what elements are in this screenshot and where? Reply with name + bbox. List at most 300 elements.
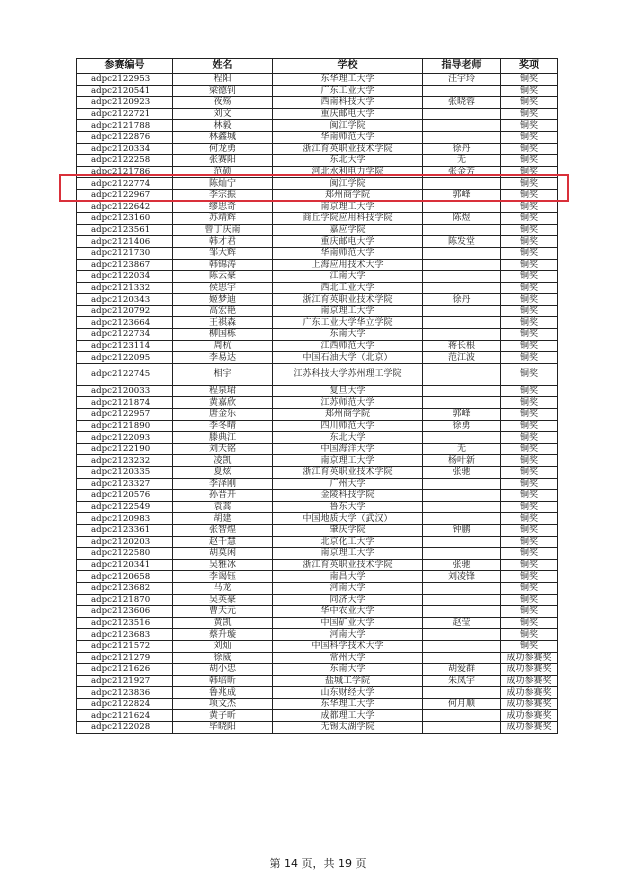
name-cell: 曹天元 [173, 606, 273, 618]
school-cell: 河南大学 [273, 629, 423, 641]
entry-id-cell: adpc2121788 [77, 120, 173, 132]
entry-id-cell: adpc2123561 [77, 224, 173, 236]
name-cell: 赵千慧 [173, 536, 273, 548]
table-row [77, 282, 558, 294]
award-cell: 铜奖 [501, 467, 558, 479]
entry-id-cell: adpc2122967 [77, 189, 173, 201]
award-cell: 铜奖 [501, 120, 558, 132]
table-row [77, 329, 558, 341]
name-cell: 袁蒿 [173, 501, 273, 513]
entry-id-cell: adpc2122745 [77, 363, 173, 385]
entry-id-cell: adpc2122093 [77, 432, 173, 444]
name-cell: 邹大辉 [173, 247, 273, 259]
award-cell: 成功参赛奖 [501, 722, 558, 734]
advisor-cell [423, 282, 501, 294]
school-cell: 中国科学技术大学 [273, 640, 423, 652]
school-cell: 浙江育英职业技术学院 [273, 294, 423, 306]
school-cell: 东华理工大学 [273, 74, 423, 86]
advisor-cell [423, 629, 501, 641]
name-cell: 梁德钊 [173, 85, 273, 97]
advisor-cell: 何月顺 [423, 698, 501, 710]
name-cell: 李谒钰 [173, 571, 273, 583]
name-cell: 何龙勇 [173, 143, 273, 155]
entry-id-cell: adpc2123664 [77, 317, 173, 329]
school-cell: 广东工业大学华立学院 [273, 317, 423, 329]
advisor-cell [423, 501, 501, 513]
advisor-cell [423, 271, 501, 283]
school-cell: 华南师范大学 [273, 131, 423, 143]
table-row [77, 582, 558, 594]
advisor-cell: 无 [423, 155, 501, 167]
name-cell: 黄凯 [173, 617, 273, 629]
award-cell: 成功参赛奖 [501, 698, 558, 710]
table-row [77, 385, 558, 397]
entry-id-cell: adpc2121927 [77, 675, 173, 687]
name-cell: 刘天铭 [173, 443, 273, 455]
entry-id-cell: adpc2122642 [77, 201, 173, 213]
advisor-cell [423, 363, 501, 385]
name-cell: 马龙 [173, 582, 273, 594]
advisor-cell: 张金芳 [423, 166, 501, 178]
table-row [77, 352, 558, 364]
advisor-cell: 钟鹏 [423, 524, 501, 536]
award-cell: 铜奖 [501, 224, 558, 236]
table-row [77, 664, 558, 676]
entry-id-cell: adpc2123867 [77, 259, 173, 271]
name-cell: 李易达 [173, 352, 273, 364]
school-cell: 南京理工大学 [273, 455, 423, 467]
award-cell: 铜奖 [501, 629, 558, 641]
award-cell: 铜奖 [501, 432, 558, 444]
name-cell: 项文杰 [173, 698, 273, 710]
advisor-cell: 陈发堂 [423, 236, 501, 248]
advisor-cell: 徐勇 [423, 420, 501, 432]
school-cell: 郑州商学院 [273, 409, 423, 421]
award-table [76, 58, 558, 734]
school-cell: 广州大学 [273, 478, 423, 490]
school-cell: 江苏师范大学 [273, 397, 423, 409]
name-cell: 相宇 [173, 363, 273, 385]
entry-id-cell: adpc2121572 [77, 640, 173, 652]
entry-id-cell: adpc2122957 [77, 409, 173, 421]
school-cell: 华中农业大学 [273, 606, 423, 618]
entry-id-cell: adpc2120983 [77, 513, 173, 525]
award-cell: 铜奖 [501, 108, 558, 120]
name-cell: 张智煌 [173, 524, 273, 536]
advisor-cell [423, 490, 501, 502]
entry-id-cell: adpc2122190 [77, 443, 173, 455]
table-row [77, 294, 558, 306]
school-cell: 中国石油大学（北京） [273, 352, 423, 364]
award-cell: 铜奖 [501, 166, 558, 178]
name-cell: 高宏艳 [173, 305, 273, 317]
advisor-cell [423, 594, 501, 606]
table-row [77, 74, 558, 86]
header-entry-id: 参赛编号 [77, 59, 173, 74]
table-row [77, 640, 558, 652]
table-row [77, 201, 558, 213]
award-cell: 铜奖 [501, 478, 558, 490]
table-row [77, 513, 558, 525]
table-row [77, 536, 558, 548]
advisor-cell [423, 640, 501, 652]
award-cell: 成功参赛奖 [501, 687, 558, 699]
advisor-cell [423, 397, 501, 409]
table-row [77, 85, 558, 97]
award-cell: 铜奖 [501, 340, 558, 352]
name-cell: 林毅 [173, 120, 273, 132]
table-row [77, 120, 558, 132]
award-cell: 铜奖 [501, 571, 558, 583]
table-row [77, 490, 558, 502]
table-row [77, 131, 558, 143]
school-cell: 南京理工大学 [273, 305, 423, 317]
entry-id-cell: adpc2121626 [77, 664, 173, 676]
entry-id-cell: adpc2121874 [77, 397, 173, 409]
advisor-cell [423, 548, 501, 560]
award-cell: 铜奖 [501, 155, 558, 167]
award-cell: 铜奖 [501, 513, 558, 525]
school-cell: 中国矿业大学 [273, 617, 423, 629]
name-cell: 柳国栋 [173, 329, 273, 341]
award-cell: 铜奖 [501, 559, 558, 571]
entry-id-cell: adpc2123683 [77, 629, 173, 641]
table-row [77, 467, 558, 479]
award-cell: 铜奖 [501, 409, 558, 421]
entry-id-cell: adpc2120576 [77, 490, 173, 502]
award-cell: 铜奖 [501, 97, 558, 109]
advisor-cell [423, 108, 501, 120]
entry-id-cell: adpc2120343 [77, 294, 173, 306]
school-cell: 华南师范大学 [273, 247, 423, 259]
name-cell: 陈云豪 [173, 271, 273, 283]
table-row [77, 166, 558, 178]
table-row [77, 698, 558, 710]
name-cell: 姬梦迪 [173, 294, 273, 306]
name-cell: 徐威 [173, 652, 273, 664]
school-cell: 复旦大学 [273, 385, 423, 397]
name-cell: 缪思奇 [173, 201, 273, 213]
table-row [77, 617, 558, 629]
advisor-cell [423, 606, 501, 618]
name-cell: 韩锦涛 [173, 259, 273, 271]
table-row [77, 559, 558, 571]
school-cell: 常州大学 [273, 652, 423, 664]
award-cell: 铜奖 [501, 329, 558, 341]
name-cell: 黄子昕 [173, 710, 273, 722]
entry-id-cell: adpc2123232 [77, 455, 173, 467]
award-cell: 成功参赛奖 [501, 652, 558, 664]
school-cell: 广东工业大学 [273, 85, 423, 97]
award-list-sheet [76, 58, 557, 734]
entry-id-cell: adpc2122095 [77, 352, 173, 364]
name-cell: 侯思宇 [173, 282, 273, 294]
advisor-cell [423, 478, 501, 490]
award-cell: 成功参赛奖 [501, 710, 558, 722]
table-row [77, 363, 558, 385]
entry-id-cell: adpc2122028 [77, 722, 173, 734]
award-cell: 铜奖 [501, 282, 558, 294]
advisor-cell [423, 259, 501, 271]
advisor-cell: 张晓蓉 [423, 97, 501, 109]
table-row [77, 397, 558, 409]
entry-id-cell: adpc2122580 [77, 548, 173, 560]
table-row [77, 571, 558, 583]
advisor-cell [423, 687, 501, 699]
table-row [77, 259, 558, 271]
table-row [77, 524, 558, 536]
advisor-cell [423, 432, 501, 444]
entry-id-cell: adpc2122721 [77, 108, 173, 120]
advisor-cell [423, 224, 501, 236]
award-cell: 铜奖 [501, 443, 558, 455]
table-row [77, 305, 558, 317]
name-cell: 夜殇 [173, 97, 273, 109]
entry-id-cell: adpc2121890 [77, 420, 173, 432]
entry-id-cell: adpc2120033 [77, 385, 173, 397]
school-cell: 重庆邮电大学 [273, 108, 423, 120]
award-cell: 铜奖 [501, 74, 558, 86]
entry-id-cell: adpc2120923 [77, 97, 173, 109]
table-body [77, 74, 558, 734]
entry-id-cell: adpc2120335 [77, 467, 173, 479]
table-row [77, 675, 558, 687]
award-cell: 铜奖 [501, 524, 558, 536]
award-cell: 铜奖 [501, 606, 558, 618]
name-cell: 范硕 [173, 166, 273, 178]
school-cell: 闽江学院 [273, 120, 423, 132]
award-cell: 铜奖 [501, 305, 558, 317]
award-cell: 铜奖 [501, 213, 558, 225]
award-cell: 铜奖 [501, 455, 558, 467]
school-cell: 东北大学 [273, 432, 423, 444]
school-cell: 河北水利电力学院 [273, 166, 423, 178]
award-cell: 铜奖 [501, 594, 558, 606]
school-cell: 重庆邮电大学 [273, 236, 423, 248]
name-cell: 唐金乐 [173, 409, 273, 421]
school-cell: 嘉应学院 [273, 224, 423, 236]
table-row [77, 722, 558, 734]
school-cell: 东南大学 [273, 329, 423, 341]
school-cell: 江苏科技大学苏州理工学院 [273, 363, 423, 385]
award-cell: 铜奖 [501, 490, 558, 502]
table-row [77, 178, 558, 190]
table-row [77, 271, 558, 283]
award-cell: 成功参赛奖 [501, 664, 558, 676]
name-cell: 李宗振 [173, 189, 273, 201]
award-cell: 铜奖 [501, 247, 558, 259]
name-cell: 胡建 [173, 513, 273, 525]
advisor-cell [423, 247, 501, 259]
entry-id-cell: adpc2121870 [77, 594, 173, 606]
school-cell: 鲁东大学 [273, 501, 423, 513]
table-row [77, 409, 558, 421]
name-cell: 胡莫闲 [173, 548, 273, 560]
entry-id-cell: adpc2122034 [77, 271, 173, 283]
school-cell: 河南大学 [273, 582, 423, 594]
name-cell: 程泉珺 [173, 385, 273, 397]
name-cell: 苏靖辉 [173, 213, 273, 225]
advisor-cell: 赵莹 [423, 617, 501, 629]
entry-id-cell: adpc2122734 [77, 329, 173, 341]
table-row [77, 189, 558, 201]
entry-id-cell: adpc2122953 [77, 74, 173, 86]
advisor-cell [423, 131, 501, 143]
advisor-cell [423, 317, 501, 329]
table-row [77, 687, 558, 699]
school-cell: 江南大学 [273, 271, 423, 283]
advisor-cell [423, 201, 501, 213]
advisor-cell: 郭峰 [423, 409, 501, 421]
name-cell: 程阳 [173, 74, 273, 86]
table-row [77, 108, 558, 120]
award-cell: 铜奖 [501, 617, 558, 629]
header-advisor: 指导老师 [423, 59, 501, 74]
award-cell: 铜奖 [501, 143, 558, 155]
advisor-cell [423, 385, 501, 397]
award-cell: 铜奖 [501, 189, 558, 201]
name-cell: 刘文 [173, 108, 273, 120]
header-school: 学校 [273, 59, 423, 74]
entry-id-cell: adpc2121730 [77, 247, 173, 259]
entry-id-cell: adpc2120341 [77, 559, 173, 571]
award-cell: 成功参赛奖 [501, 675, 558, 687]
advisor-cell [423, 178, 501, 190]
advisor-cell: 蒋长根 [423, 340, 501, 352]
school-cell: 浙江育英职业技术学院 [273, 467, 423, 479]
table-row [77, 97, 558, 109]
advisor-cell [423, 722, 501, 734]
entry-id-cell: adpc2121279 [77, 652, 173, 664]
table-row [77, 443, 558, 455]
entry-id-cell: adpc2121406 [77, 236, 173, 248]
table-row [77, 317, 558, 329]
school-cell: 东华理工大学 [273, 698, 423, 710]
entry-id-cell: adpc2120203 [77, 536, 173, 548]
school-cell: 东南大学 [273, 664, 423, 676]
name-cell: 滕典江 [173, 432, 273, 444]
name-cell: 李冬晴 [173, 420, 273, 432]
school-cell: 同济大学 [273, 594, 423, 606]
advisor-cell: 陈煜 [423, 213, 501, 225]
award-cell: 铜奖 [501, 85, 558, 97]
table-row [77, 652, 558, 664]
advisor-cell [423, 652, 501, 664]
entry-id-cell: adpc2123516 [77, 617, 173, 629]
school-cell: 江西师范大学 [273, 340, 423, 352]
advisor-cell: 徐丹 [423, 294, 501, 306]
award-cell: 铜奖 [501, 385, 558, 397]
school-cell: 北京化工大学 [273, 536, 423, 548]
header-name: 姓名 [173, 59, 273, 74]
advisor-cell [423, 582, 501, 594]
name-cell: 鲁兆成 [173, 687, 273, 699]
name-cell: 韩才君 [173, 236, 273, 248]
school-cell: 南昌大学 [273, 571, 423, 583]
name-cell: 刘灿 [173, 640, 273, 652]
table-row [77, 224, 558, 236]
award-cell: 铜奖 [501, 271, 558, 283]
award-cell: 铜奖 [501, 640, 558, 652]
advisor-cell [423, 120, 501, 132]
advisor-cell: 张驰 [423, 559, 501, 571]
award-cell: 铜奖 [501, 178, 558, 190]
advisor-cell: 胡爱群 [423, 664, 501, 676]
name-cell: 蔡升璇 [173, 629, 273, 641]
advisor-cell: 汪宇玲 [423, 74, 501, 86]
school-cell: 南京理工大学 [273, 548, 423, 560]
table-row [77, 478, 558, 490]
award-cell: 铜奖 [501, 352, 558, 364]
school-cell: 上海应用技术大学 [273, 259, 423, 271]
advisor-cell: 范江波 [423, 352, 501, 364]
name-cell: 曾丁庆南 [173, 224, 273, 236]
table-row [77, 213, 558, 225]
advisor-cell: 杨叶新 [423, 455, 501, 467]
advisor-cell: 徐丹 [423, 143, 501, 155]
name-cell: 李泽刚 [173, 478, 273, 490]
entry-id-cell: adpc2120334 [77, 143, 173, 155]
name-cell: 毕晓阳 [173, 722, 273, 734]
advisor-cell [423, 329, 501, 341]
name-cell: 黄嘉欣 [173, 397, 273, 409]
advisor-cell: 无 [423, 443, 501, 455]
table-row [77, 606, 558, 618]
school-cell: 中国海洋大学 [273, 443, 423, 455]
advisor-cell [423, 536, 501, 548]
entry-id-cell: adpc2122258 [77, 155, 173, 167]
entry-id-cell: adpc2122824 [77, 698, 173, 710]
name-cell: 吴英豪 [173, 594, 273, 606]
name-cell: 周杭 [173, 340, 273, 352]
school-cell: 金陵科技学院 [273, 490, 423, 502]
entry-id-cell: adpc2122774 [77, 178, 173, 190]
school-cell: 郑州商学院 [273, 189, 423, 201]
table-row [77, 548, 558, 560]
entry-id-cell: adpc2121624 [77, 710, 173, 722]
entry-id-cell: adpc2121786 [77, 166, 173, 178]
advisor-cell [423, 513, 501, 525]
entry-id-cell: adpc2122549 [77, 501, 173, 513]
name-cell: 张赛阳 [173, 155, 273, 167]
award-cell: 铜奖 [501, 294, 558, 306]
entry-id-cell: adpc2120792 [77, 305, 173, 317]
entry-id-cell: adpc2123160 [77, 213, 173, 225]
header-award: 奖项 [501, 59, 558, 74]
school-cell: 无锡太湖学院 [273, 722, 423, 734]
table-row [77, 710, 558, 722]
name-cell: 林鑫城 [173, 131, 273, 143]
advisor-cell: 张驰 [423, 467, 501, 479]
entry-id-cell: adpc2123836 [77, 687, 173, 699]
award-cell: 铜奖 [501, 236, 558, 248]
award-cell: 铜奖 [501, 397, 558, 409]
award-cell: 铜奖 [501, 582, 558, 594]
award-cell: 铜奖 [501, 420, 558, 432]
advisor-cell: 刘凌锋 [423, 571, 501, 583]
table-row [77, 143, 558, 155]
school-cell: 成都理工大学 [273, 710, 423, 722]
table-row [77, 155, 558, 167]
entry-id-cell: adpc2123606 [77, 606, 173, 618]
name-cell: 韩培昕 [173, 675, 273, 687]
school-cell: 商丘学院应用科技学院 [273, 213, 423, 225]
table-row [77, 629, 558, 641]
entry-id-cell: adpc2123114 [77, 340, 173, 352]
name-cell: 胡小忠 [173, 664, 273, 676]
table-row [77, 420, 558, 432]
table-row [77, 236, 558, 248]
